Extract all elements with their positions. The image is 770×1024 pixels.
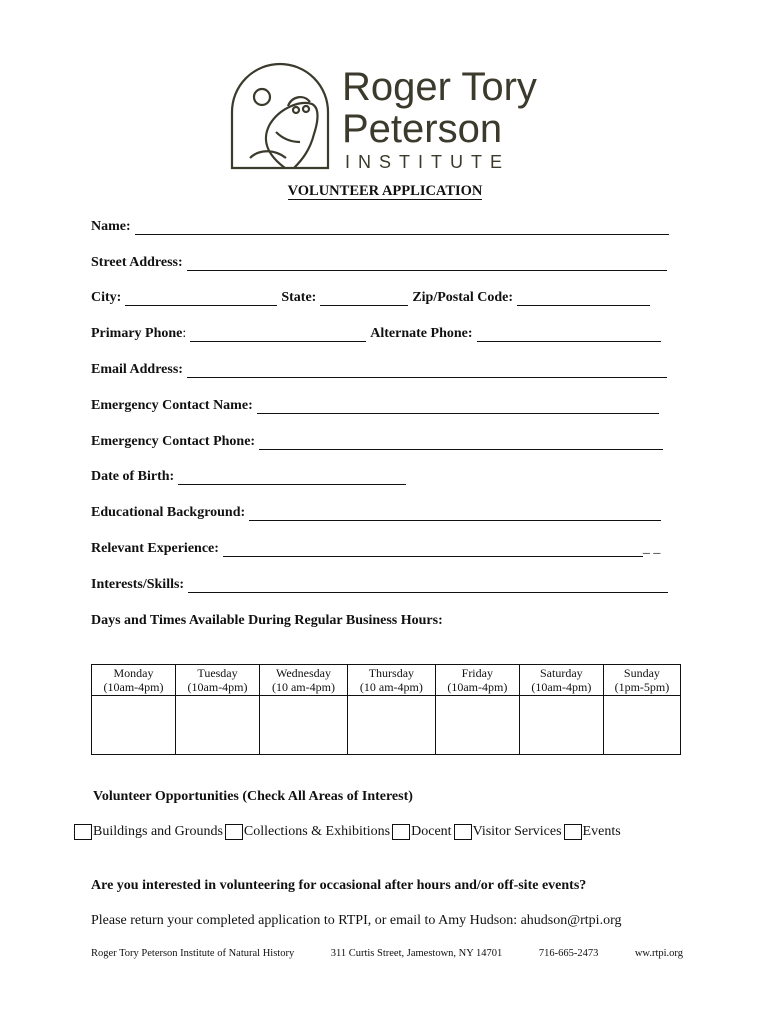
after-hours-question: Are you interested in volunteering for occasional after hours and/or off-site events?: [91, 878, 587, 893]
street-label: Street Address:: [91, 255, 183, 270]
education-row: [91, 505, 665, 521]
day-hours: (10am-4pm): [103, 680, 164, 694]
days-heading: Days and Times Available During Regular Business Hours:: [91, 613, 443, 628]
emergency-phone-row: [91, 434, 667, 450]
name-row: [91, 219, 673, 235]
availability-cell-sunday[interactable]: [603, 696, 680, 755]
availability-cell-tuesday[interactable]: [176, 696, 260, 755]
availability-table: [91, 664, 681, 755]
opportunity-checkbox[interactable]: [225, 824, 243, 840]
availability-cell-friday[interactable]: [435, 696, 519, 755]
opportunities-list: [74, 824, 623, 840]
day-header-tuesday: [176, 665, 260, 696]
education-field[interactable]: [249, 508, 661, 521]
opportunity-label: Buildings and Grounds: [93, 824, 223, 839]
emergency-phone-label: Emergency Contact Phone:: [91, 434, 256, 449]
opportunity-item: [74, 824, 223, 840]
name-label: Name:: [91, 219, 131, 234]
footer-phone: 716-665-2473: [538, 948, 599, 959]
experience-row: [91, 541, 660, 557]
interests-field[interactable]: [188, 580, 668, 593]
day-hours: (10am-4pm): [447, 680, 508, 694]
day-name: Saturday: [540, 666, 583, 680]
logo-line2: Peterson: [342, 107, 503, 151]
availability-cell-wednesday[interactable]: [260, 696, 348, 755]
emergency-name-row: [91, 398, 663, 414]
day-header-friday: [435, 665, 519, 696]
street-row: [91, 255, 671, 271]
footer-web: ww.rtpi.org: [634, 948, 683, 959]
emergency-phone-field[interactable]: [259, 437, 663, 450]
primary-phone-field[interactable]: [190, 329, 366, 342]
institute-logo: [230, 62, 550, 172]
name-field[interactable]: [135, 222, 669, 235]
emergency-name-label: Emergency Contact Name:: [91, 398, 253, 413]
opportunity-checkbox[interactable]: [454, 824, 472, 840]
opportunity-item: [392, 824, 451, 840]
alternate-phone-label: Alternate Phone:: [370, 326, 473, 341]
day-header-thursday: [347, 665, 435, 696]
zip-label: Zip/Postal Code:: [412, 290, 514, 305]
experience-field[interactable]: [223, 544, 643, 557]
page-title: VOLUNTEER APPLICATION: [287, 183, 483, 199]
logo-line1: Roger Tory: [342, 65, 537, 109]
day-hours: (10am-4pm): [531, 680, 592, 694]
day-name: Thursday: [368, 666, 415, 680]
footer: [91, 948, 683, 959]
day-name: Monday: [113, 666, 154, 680]
dob-row: [91, 469, 410, 485]
day-hours: (10 am-4pm): [271, 680, 335, 694]
opportunity-label: Collections & Exhibitions: [243, 824, 391, 839]
alternate-phone-field[interactable]: [477, 329, 661, 342]
opportunity-checkbox[interactable]: [74, 824, 92, 840]
day-header-monday: [92, 665, 176, 696]
day-hours: (10 am-4pm): [359, 680, 423, 694]
email-label: Email Address:: [91, 362, 183, 377]
owl-arch-icon: [232, 64, 328, 168]
return-note: Please return your completed application to RTPI, or email to Amy Hudson: ahudson@rtpi.org: [91, 913, 622, 928]
state-field[interactable]: [320, 293, 408, 306]
availability-cell-thursday[interactable]: [347, 696, 435, 755]
street-field[interactable]: [187, 258, 667, 271]
day-header-wednesday: [260, 665, 348, 696]
city-label: City:: [91, 290, 122, 305]
day-hours: (1pm-5pm): [614, 680, 670, 694]
day-header-sunday: [603, 665, 680, 696]
footer-org: Roger Tory Peterson Institute of Natural History: [91, 948, 295, 959]
opportunity-item: [454, 824, 562, 840]
email-row: [91, 362, 671, 378]
dob-label: Date of Birth:: [91, 469, 175, 484]
interests-row: [91, 577, 672, 593]
logo-line3: INSTITUTE: [345, 152, 510, 172]
opportunity-checkbox[interactable]: [564, 824, 582, 840]
primary-phone-label: Primary Phone: [91, 326, 183, 341]
day-name: Wednesday: [275, 666, 331, 680]
zip-field[interactable]: [517, 293, 650, 306]
opportunity-label: Events: [582, 824, 621, 839]
day-hours: (10am-4pm): [187, 680, 248, 694]
experience-label: Relevant Experience:: [91, 541, 219, 556]
footer-address: 311 Curtis Street, Jamestown, NY 14701: [330, 948, 503, 959]
opportunity-checkbox[interactable]: [392, 824, 410, 840]
opportunity-item: [225, 824, 390, 840]
emergency-name-field[interactable]: [257, 401, 659, 414]
education-label: Educational Background:: [91, 505, 246, 520]
email-field[interactable]: [187, 365, 667, 378]
day-name: Friday: [461, 666, 493, 680]
opportunity-label: Docent: [411, 824, 452, 839]
opportunity-item: [564, 824, 621, 840]
dob-field[interactable]: [178, 472, 406, 485]
phone-row: Primary Phone : Alternate Phone:: [91, 326, 665, 342]
day-name: Tuesday: [197, 666, 238, 680]
interests-label: Interests/Skills:: [91, 577, 185, 592]
day-name: Sunday: [623, 666, 660, 680]
opportunity-label: Visitor Services: [472, 824, 562, 839]
city-row: [91, 290, 654, 306]
state-label: State:: [281, 290, 317, 305]
day-header-saturday: [519, 665, 603, 696]
opportunities-heading: Volunteer Opportunities (Check All Areas of Interest): [93, 789, 413, 804]
availability-cell-saturday[interactable]: [519, 696, 603, 755]
city-field[interactable]: [125, 293, 277, 306]
availability-cell-monday[interactable]: [92, 696, 176, 755]
experience-tail: _ _: [642, 541, 661, 556]
